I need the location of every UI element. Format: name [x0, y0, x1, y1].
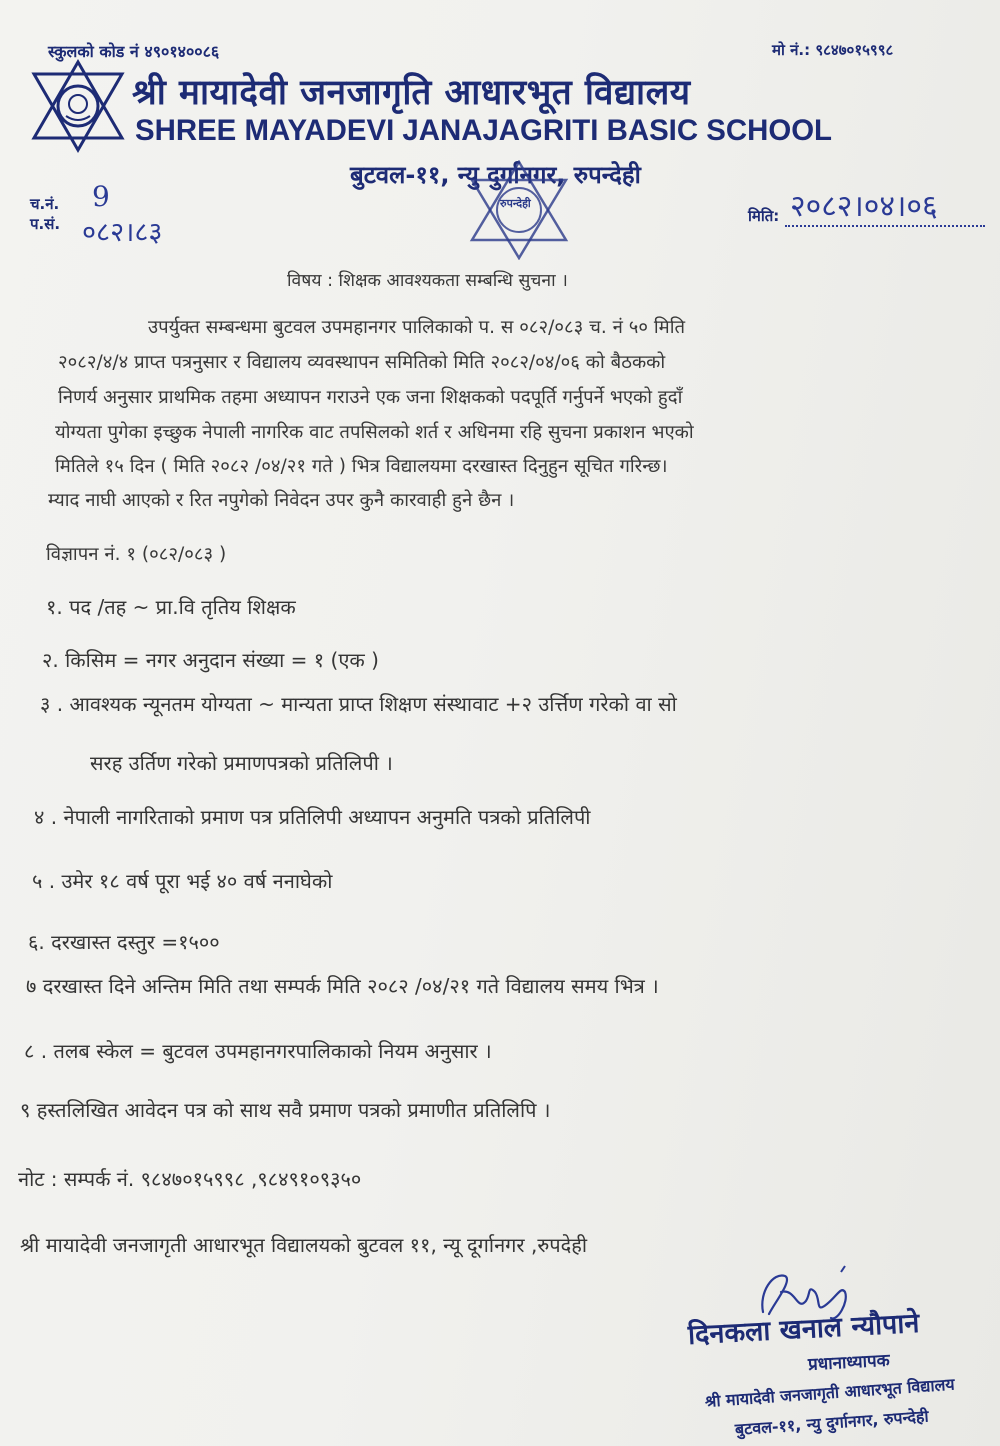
paragraph-line: २०८२/४/४ प्राप्त पत्रनुसार र विद्यालय व्यवस्थापन समितिको मिति २०८२/०४/०६ को बैठकको	[58, 352, 666, 373]
paragraph-line: निणर्य अनुसार प्राथमिक तहमा अध्यापन गराउने एक जना शिक्षकको पदपूर्ति गर्नुपर्ने भएको हुदाँ	[58, 387, 683, 408]
date-label: मिति:	[748, 207, 780, 225]
contact-note: नोट : सम्पर्क नं. ९८४७०१५९९८ ,९८४९१०९३५०	[18, 1167, 362, 1191]
pa-value: ०८२।८३	[82, 217, 163, 248]
notice-number: विज्ञापन नं. १ (०८२/०८३ )	[46, 544, 227, 565]
cha-value: 9	[92, 180, 110, 213]
school-address: बुटवल-११, न्यु दुर्गानगर, रुपन्देही	[350, 161, 641, 189]
date-value: २०८२।०४।०६	[790, 189, 938, 224]
requirement-item: सरह उर्तिण गरेको प्रमाणपत्रको प्रतिलिपी ।	[90, 751, 393, 775]
paragraph-line: उपर्युक्त सम्बन्धमा बुटवल उपमहानगर पालिकाको प. स ०८२/०८३ च. नं ५० मिति	[148, 317, 686, 338]
paragraph-line: मितिले १५ दिन ( मिति २०८२ /०४/२१ गते ) भित्र विद्यालयमा दरखास्त दिनुहुन सूचित गरिन्छ।	[55, 456, 668, 477]
paragraph-line: म्याद नाघी आएको र रित नपुगेको निवेदन उपर कुनै कारवाही हुने छैन ।	[48, 490, 515, 511]
date-dotted-line	[785, 225, 985, 227]
requirement-item: २. किसिम = नगर अनुदान संख्या = १ (एक )	[42, 648, 379, 672]
signatory-address: बुटवल-११, न्यु दुर्गानगर, रुपन्देही	[734, 1406, 930, 1439]
school-logo-icon	[30, 58, 126, 154]
requirement-item: ५ . उमेर १८ वर्ष पूरा भई ४० वर्ष ननाघेको	[32, 869, 333, 893]
signatory-school: श्री मायादेवी जनजागृती आधारभूत विद्यालय	[704, 1374, 956, 1411]
phone-number: मो नं.: ९८४७०१५९९८	[772, 41, 894, 59]
stamp-text: रुपन्देही	[500, 197, 531, 210]
requirement-item: १. पद /तह ~ प्रा.वि तृतिय शिक्षक	[46, 595, 296, 619]
signatory-name: दिनकला खनाल न्यौपाने	[687, 1307, 921, 1351]
school-code: स्कुलको कोड नं ४९०१४००८६	[48, 42, 220, 61]
signatory-designation: प्रधानाध्यापक	[807, 1350, 891, 1375]
subject-line: विषय : शिक्षक आवश्यकता सम्बन्धि सुचना ।	[287, 271, 568, 291]
requirement-item: ४ . नेपाली नागरिताको प्रमाण पत्र प्रतिलिपी अध्यापन अनुमति पत्रको प्रतिलिपी	[34, 805, 591, 829]
cha-label: च.नं.	[30, 195, 60, 213]
requirement-item: ८ . तलब स्केल = बुटवल उपमहानगरपालिकाको नियम अनुसार ।	[24, 1039, 492, 1063]
requirement-item: ९ हस्तलिखित आवेदन पत्र को साथ सवै प्रमाण पत्रको प्रमाणीत प्रतिलिपि ।	[20, 1098, 551, 1122]
requirement-item: ६. दरखास्त दस्तुर =१५००	[28, 930, 220, 954]
school-title-nepali: श्री मायादेवी जनजागृति आधारभूत विद्यालय	[132, 73, 691, 113]
requirement-item: ७ दरखास्त दिने अन्तिम मिति तथा सम्पर्क मिति २०८२ /०४/२१ गते विद्यालय समय भित्र ।	[26, 974, 659, 998]
requirement-item: ३ . आवश्यक न्यूनतम योग्यता ~ मान्यता प्राप्त शिक्षण संस्थावाट +२ उर्त्तिण गरेको वा सो	[40, 692, 677, 716]
footer-address-line: श्री मायादेवी जनजागृती आधारभूत विद्यालयको बुटवल ११, न्यू दूर्गानगर ,रुपदेही	[20, 1233, 588, 1257]
paragraph-line: योग्यता पुगेका इच्छुक नेपाली नागरिक वाट तपसिलको शर्त र अधिनमा रहि सुचना प्रकाशन भएको	[55, 422, 694, 443]
pa-label: प.सं.	[30, 215, 61, 233]
school-title-english: SHREE MAYADEVI JANAJAGRITI BASIC SCHOOL	[135, 114, 833, 147]
